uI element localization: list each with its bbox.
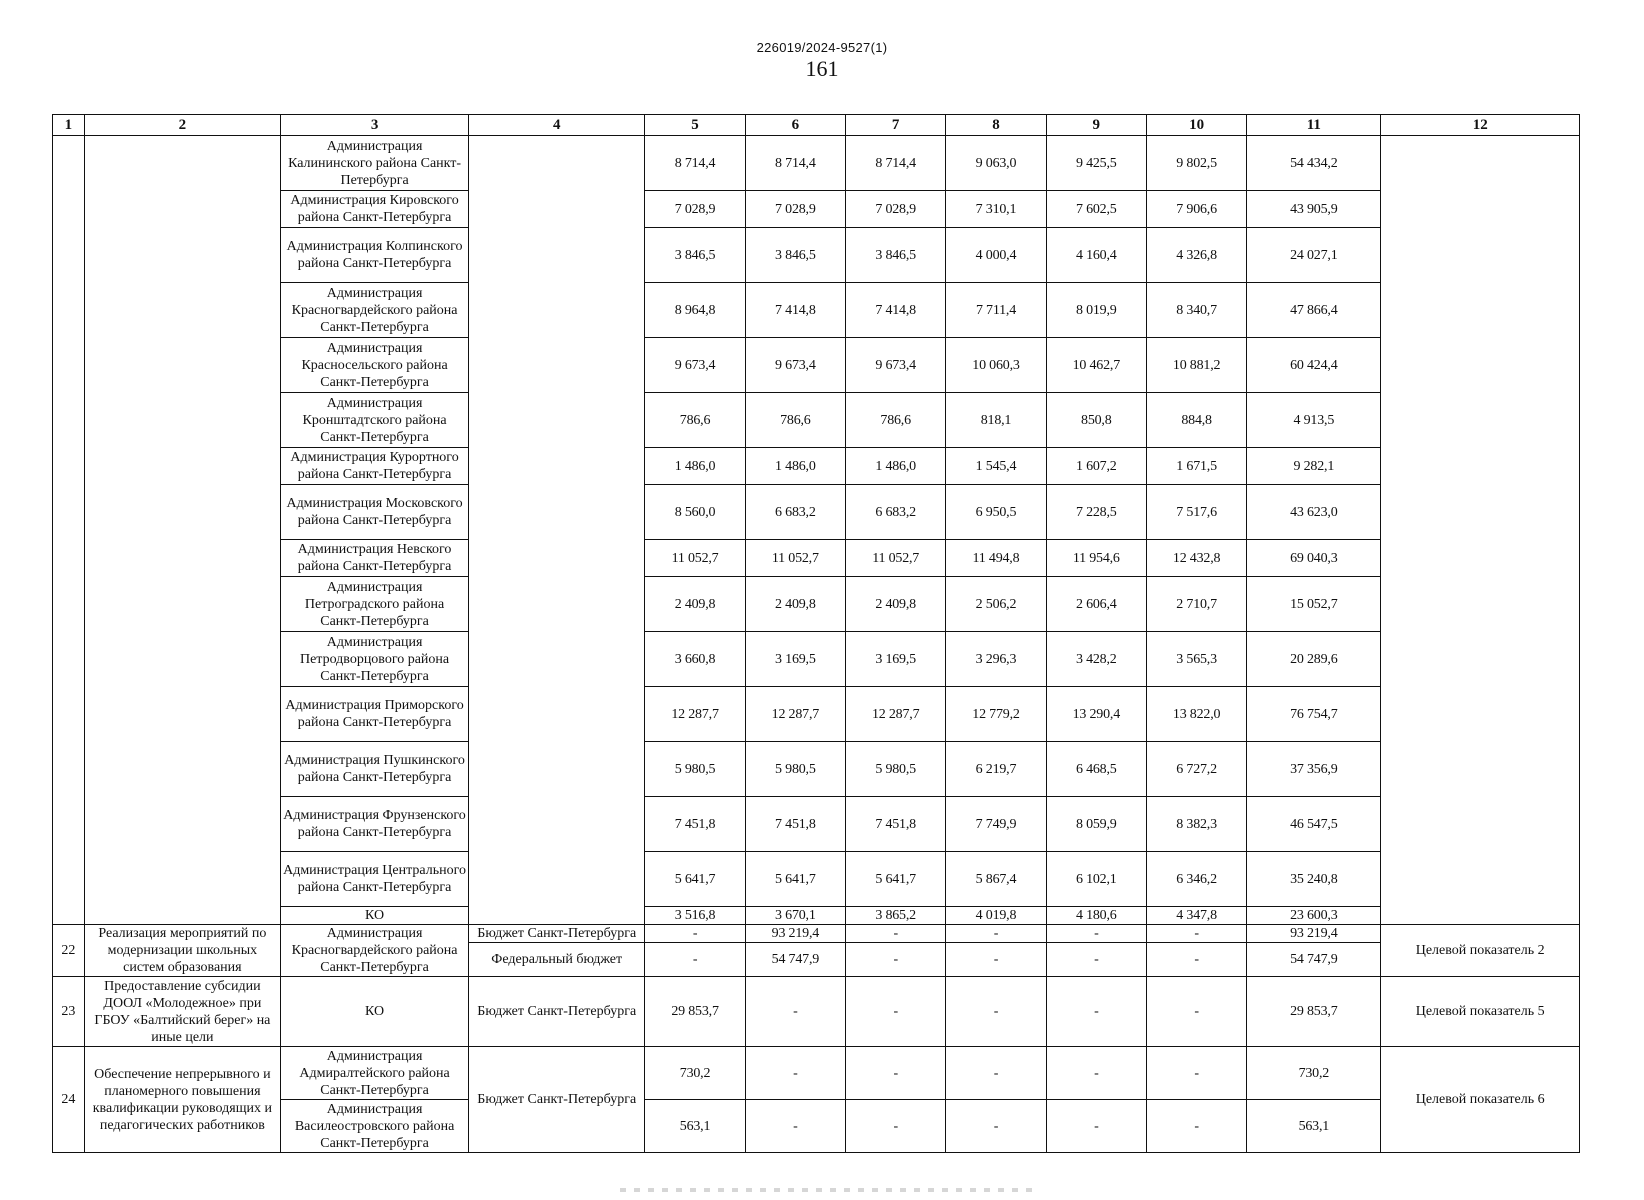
executor-cell: КО bbox=[281, 977, 469, 1047]
value-cell: 10 881,2 bbox=[1146, 338, 1246, 393]
table-row bbox=[53, 577, 1580, 632]
value-cell: 3 169,5 bbox=[846, 632, 946, 687]
value-cell: 9 673,4 bbox=[745, 338, 845, 393]
value-cell: 9 282,1 bbox=[1247, 448, 1381, 485]
value-cell: - bbox=[1046, 1047, 1146, 1100]
value-cell: 9 802,5 bbox=[1146, 136, 1246, 191]
executor-cell: Администрация Центрального района Санкт-Петербурга bbox=[281, 852, 469, 907]
value-cell: - bbox=[745, 1100, 845, 1153]
value-cell: 1 545,4 bbox=[946, 448, 1046, 485]
value-cell: 5 980,5 bbox=[745, 742, 845, 797]
value-cell: 7 906,6 bbox=[1146, 191, 1246, 228]
value-cell: 7 028,9 bbox=[846, 191, 946, 228]
value-cell: 7 711,4 bbox=[946, 283, 1046, 338]
value-cell: - bbox=[1146, 1100, 1246, 1153]
value-cell: 5 867,4 bbox=[946, 852, 1046, 907]
value-cell: 1 486,0 bbox=[745, 448, 845, 485]
value-cell: 8 714,4 bbox=[846, 136, 946, 191]
goal-cell: Целевой показатель 5 bbox=[1381, 977, 1580, 1047]
table-row bbox=[53, 393, 1580, 448]
table-row bbox=[53, 1047, 1580, 1100]
value-cell: - bbox=[946, 943, 1046, 977]
value-cell: 2 409,8 bbox=[846, 577, 946, 632]
table-row bbox=[53, 338, 1580, 393]
value-cell: 11 052,7 bbox=[745, 540, 845, 577]
column-header: 1 bbox=[53, 115, 85, 136]
value-cell: - bbox=[846, 925, 946, 943]
value-cell: 9 063,0 bbox=[946, 136, 1046, 191]
value-cell: 6 468,5 bbox=[1046, 742, 1146, 797]
value-cell: 5 980,5 bbox=[846, 742, 946, 797]
value-cell: 10 462,7 bbox=[1046, 338, 1146, 393]
value-cell: 76 754,7 bbox=[1247, 687, 1381, 742]
value-cell: 2 606,4 bbox=[1046, 577, 1146, 632]
value-cell: 786,6 bbox=[645, 393, 745, 448]
value-cell: - bbox=[1146, 943, 1246, 977]
value-cell: 8 382,3 bbox=[1146, 797, 1246, 852]
value-cell: 8 964,8 bbox=[645, 283, 745, 338]
value-cell: 6 950,5 bbox=[946, 485, 1046, 540]
value-cell: 7 228,5 bbox=[1046, 485, 1146, 540]
executor-cell: Администрация Курортного района Санкт-Петербурга bbox=[281, 448, 469, 485]
value-cell: 2 710,7 bbox=[1146, 577, 1246, 632]
value-cell: - bbox=[846, 943, 946, 977]
value-cell: 7 414,8 bbox=[846, 283, 946, 338]
value-cell: - bbox=[645, 925, 745, 943]
value-cell: 3 846,5 bbox=[745, 228, 845, 283]
executor-cell: Администрация Адмиралтейского района Санкт-Петербурга bbox=[281, 1047, 469, 1100]
value-cell: 7 451,8 bbox=[645, 797, 745, 852]
executor-cell: Администрация Петродворцового района Санкт-Петербурга bbox=[281, 632, 469, 687]
value-cell: 3 565,3 bbox=[1146, 632, 1246, 687]
executor-cell: Администрация Колпинского района Санкт-Петербурга bbox=[281, 228, 469, 283]
funding-source-cell bbox=[469, 136, 645, 925]
value-cell: 1 671,5 bbox=[1146, 448, 1246, 485]
value-cell: 7 602,5 bbox=[1046, 191, 1146, 228]
activity-cell: Предоставление субсидии ДООЛ «Молодежное» при ГБОУ «Балтийский берег» на иные цели bbox=[84, 977, 280, 1047]
value-cell: 12 779,2 bbox=[946, 687, 1046, 742]
value-cell: - bbox=[946, 1047, 1046, 1100]
table-row bbox=[53, 907, 1580, 925]
value-cell: 13 822,0 bbox=[1146, 687, 1246, 742]
value-cell: 5 980,5 bbox=[645, 742, 745, 797]
column-header: 4 bbox=[469, 115, 645, 136]
value-cell: 12 287,7 bbox=[846, 687, 946, 742]
value-cell: 9 425,5 bbox=[1046, 136, 1146, 191]
value-cell: - bbox=[1046, 943, 1146, 977]
goal-cell: Целевой показатель 2 bbox=[1381, 925, 1580, 977]
column-header: 8 bbox=[946, 115, 1046, 136]
value-cell: - bbox=[946, 925, 1046, 943]
value-cell: 3 846,5 bbox=[645, 228, 745, 283]
value-cell: 5 641,7 bbox=[645, 852, 745, 907]
funding-source-cell: Бюджет Санкт-Петербурга bbox=[469, 977, 645, 1047]
table-row bbox=[53, 228, 1580, 283]
value-cell: 8 059,9 bbox=[1046, 797, 1146, 852]
value-cell: 6 219,7 bbox=[946, 742, 1046, 797]
table-row bbox=[53, 448, 1580, 485]
executor-cell: Администрация Красногвардейского района Санкт-Петербурга bbox=[281, 925, 469, 977]
value-cell: 8 714,4 bbox=[745, 136, 845, 191]
goal-cell bbox=[1381, 136, 1580, 925]
value-cell: - bbox=[946, 977, 1046, 1047]
goal-cell: Целевой показатель 6 bbox=[1381, 1047, 1580, 1153]
value-cell: 11 954,6 bbox=[1046, 540, 1146, 577]
value-cell: 6 683,2 bbox=[745, 485, 845, 540]
value-cell: - bbox=[946, 1100, 1046, 1153]
value-cell: 60 424,4 bbox=[1247, 338, 1381, 393]
column-header: 2 bbox=[84, 115, 280, 136]
value-cell: 8 714,4 bbox=[645, 136, 745, 191]
value-cell: 563,1 bbox=[645, 1100, 745, 1153]
value-cell: - bbox=[1046, 925, 1146, 943]
value-cell: 12 287,7 bbox=[745, 687, 845, 742]
table-row bbox=[53, 977, 1580, 1047]
value-cell: 850,8 bbox=[1046, 393, 1146, 448]
budget-table bbox=[52, 114, 1580, 1153]
value-cell: 15 052,7 bbox=[1247, 577, 1381, 632]
column-header: 11 bbox=[1247, 115, 1381, 136]
value-cell: 12 432,8 bbox=[1146, 540, 1246, 577]
row-number-cell: 24 bbox=[53, 1047, 85, 1153]
table-row bbox=[53, 742, 1580, 797]
value-cell: 11 052,7 bbox=[846, 540, 946, 577]
value-cell: 730,2 bbox=[1247, 1047, 1381, 1100]
table-row bbox=[53, 797, 1580, 852]
value-cell: 47 866,4 bbox=[1247, 283, 1381, 338]
value-cell: 93 219,4 bbox=[1247, 925, 1381, 943]
executor-cell: Администрация Пушкинского района Санкт-Петербурга bbox=[281, 742, 469, 797]
value-cell: 43 905,9 bbox=[1247, 191, 1381, 228]
row-number-cell: 23 bbox=[53, 977, 85, 1047]
value-cell: - bbox=[846, 1100, 946, 1153]
value-cell: 13 290,4 bbox=[1046, 687, 1146, 742]
activity-cell: Обеспечение непрерывного и планомерного повышения квалификации руководящих и педагогических работников bbox=[84, 1047, 280, 1153]
value-cell: 8 560,0 bbox=[645, 485, 745, 540]
value-cell: 54 747,9 bbox=[745, 943, 845, 977]
executor-cell: Администрация Московского района Санкт-Петербурга bbox=[281, 485, 469, 540]
column-header: 12 bbox=[1381, 115, 1580, 136]
value-cell: 7 310,1 bbox=[946, 191, 1046, 228]
value-cell: 20 289,6 bbox=[1247, 632, 1381, 687]
value-cell: - bbox=[1146, 1047, 1246, 1100]
value-cell: 7 414,8 bbox=[745, 283, 845, 338]
value-cell: 3 660,8 bbox=[645, 632, 745, 687]
value-cell: 4 913,5 bbox=[1247, 393, 1381, 448]
value-cell: - bbox=[846, 1047, 946, 1100]
document-id: 226019/2024-9527(1) bbox=[756, 40, 888, 55]
table-row bbox=[53, 136, 1580, 191]
table-row bbox=[53, 852, 1580, 907]
activity-cell: Реализация мероприятий по модернизации школьных систем образования bbox=[84, 925, 280, 977]
value-cell: 786,6 bbox=[846, 393, 946, 448]
value-cell: 1 486,0 bbox=[645, 448, 745, 485]
value-cell: 2 409,8 bbox=[645, 577, 745, 632]
value-cell: 7 451,8 bbox=[745, 797, 845, 852]
column-header: 5 bbox=[645, 115, 745, 136]
value-cell: 4 019,8 bbox=[946, 907, 1046, 925]
value-cell: 10 060,3 bbox=[946, 338, 1046, 393]
table-row bbox=[53, 191, 1580, 228]
value-cell: - bbox=[846, 977, 946, 1047]
executor-cell: Администрация Петроградского района Санкт-Петербурга bbox=[281, 577, 469, 632]
funding-source-cell: Бюджет Санкт-Петербурга bbox=[469, 925, 645, 943]
value-cell: 6 727,2 bbox=[1146, 742, 1246, 797]
value-cell: 6 102,1 bbox=[1046, 852, 1146, 907]
value-cell: 1 607,2 bbox=[1046, 448, 1146, 485]
value-cell: 4 180,6 bbox=[1046, 907, 1146, 925]
value-cell: 43 623,0 bbox=[1247, 485, 1381, 540]
value-cell: 8 019,9 bbox=[1046, 283, 1146, 338]
value-cell: 29 853,7 bbox=[645, 977, 745, 1047]
activity-cell bbox=[84, 136, 280, 925]
column-header: 7 bbox=[846, 115, 946, 136]
value-cell: 4 347,8 bbox=[1146, 907, 1246, 925]
executor-cell: Администрация Кронштадтского района Санкт-Петербурга bbox=[281, 393, 469, 448]
value-cell: - bbox=[1146, 977, 1246, 1047]
faint-footer-line bbox=[620, 1188, 1040, 1192]
value-cell: 5 641,7 bbox=[745, 852, 845, 907]
value-cell: 8 340,7 bbox=[1146, 283, 1246, 338]
table-row bbox=[53, 283, 1580, 338]
row-number-cell: 22 bbox=[53, 925, 85, 977]
value-cell: 6 346,2 bbox=[1146, 852, 1246, 907]
value-cell: 7 451,8 bbox=[846, 797, 946, 852]
column-header: 10 bbox=[1146, 115, 1246, 136]
executor-cell: Администрация Василеостровского района Санкт-Петербурга bbox=[281, 1100, 469, 1153]
value-cell: 12 287,7 bbox=[645, 687, 745, 742]
column-header: 6 bbox=[745, 115, 845, 136]
executor-cell: Администрация Калининского района Санкт-Петербурга bbox=[281, 136, 469, 191]
table-row bbox=[53, 540, 1580, 577]
value-cell: 1 486,0 bbox=[846, 448, 946, 485]
value-cell: - bbox=[645, 943, 745, 977]
value-cell: 24 027,1 bbox=[1247, 228, 1381, 283]
value-cell: 29 853,7 bbox=[1247, 977, 1381, 1047]
value-cell: 6 683,2 bbox=[846, 485, 946, 540]
value-cell: 3 846,5 bbox=[846, 228, 946, 283]
value-cell: 786,6 bbox=[745, 393, 845, 448]
value-cell: - bbox=[1046, 1100, 1146, 1153]
value-cell: 3 865,2 bbox=[846, 907, 946, 925]
table-body bbox=[53, 136, 1580, 1153]
value-cell: 9 673,4 bbox=[645, 338, 745, 393]
value-cell: 818,1 bbox=[946, 393, 1046, 448]
executor-cell: Администрация Невского района Санкт-Петербурга bbox=[281, 540, 469, 577]
value-cell: 9 673,4 bbox=[846, 338, 946, 393]
value-cell: 54 747,9 bbox=[1247, 943, 1381, 977]
value-cell: 730,2 bbox=[645, 1047, 745, 1100]
value-cell: 69 040,3 bbox=[1247, 540, 1381, 577]
value-cell: - bbox=[745, 1047, 845, 1100]
executor-cell: Администрация Кировского района Санкт-Петербурга bbox=[281, 191, 469, 228]
value-cell: 4 160,4 bbox=[1046, 228, 1146, 283]
value-cell: 3 169,5 bbox=[745, 632, 845, 687]
value-cell: 563,1 bbox=[1247, 1100, 1381, 1153]
executor-cell: КО bbox=[281, 907, 469, 925]
value-cell: 884,8 bbox=[1146, 393, 1246, 448]
value-cell: 4 000,4 bbox=[946, 228, 1046, 283]
page-number: 161 bbox=[805, 56, 839, 81]
value-cell: - bbox=[745, 977, 845, 1047]
value-cell: 46 547,5 bbox=[1247, 797, 1381, 852]
value-cell: 93 219,4 bbox=[745, 925, 845, 943]
value-cell: 54 434,2 bbox=[1247, 136, 1381, 191]
value-cell: 35 240,8 bbox=[1247, 852, 1381, 907]
table-row bbox=[53, 1100, 1580, 1153]
value-cell: - bbox=[1046, 977, 1146, 1047]
funding-source-cell: Федеральный бюджет bbox=[469, 943, 645, 977]
value-cell: 3 428,2 bbox=[1046, 632, 1146, 687]
value-cell: 2 409,8 bbox=[745, 577, 845, 632]
value-cell: 7 749,9 bbox=[946, 797, 1046, 852]
value-cell: 2 506,2 bbox=[946, 577, 1046, 632]
value-cell: 23 600,3 bbox=[1247, 907, 1381, 925]
table-header-row bbox=[53, 115, 1580, 136]
table-row bbox=[53, 485, 1580, 540]
value-cell: 11 494,8 bbox=[946, 540, 1046, 577]
table-row bbox=[53, 632, 1580, 687]
value-cell: 7 517,6 bbox=[1146, 485, 1246, 540]
funding-source-cell: Бюджет Санкт-Петербурга bbox=[469, 1047, 645, 1153]
value-cell: 37 356,9 bbox=[1247, 742, 1381, 797]
value-cell: 5 641,7 bbox=[846, 852, 946, 907]
table-row bbox=[53, 925, 1580, 943]
executor-cell: Администрация Красногвардейского района Санкт-Петербурга bbox=[281, 283, 469, 338]
value-cell: 3 670,1 bbox=[745, 907, 845, 925]
row-number-cell bbox=[53, 136, 85, 925]
value-cell: 3 296,3 bbox=[946, 632, 1046, 687]
value-cell: 7 028,9 bbox=[645, 191, 745, 228]
value-cell: 3 516,8 bbox=[645, 907, 745, 925]
value-cell: 4 326,8 bbox=[1146, 228, 1246, 283]
executor-cell: Администрация Красносельского района Санкт-Петербурга bbox=[281, 338, 469, 393]
column-header: 3 bbox=[281, 115, 469, 136]
value-cell: 11 052,7 bbox=[645, 540, 745, 577]
value-cell: 7 028,9 bbox=[745, 191, 845, 228]
executor-cell: Администрация Фрунзенского района Санкт-Петербурга bbox=[281, 797, 469, 852]
table-row bbox=[53, 687, 1580, 742]
value-cell: - bbox=[1146, 925, 1246, 943]
executor-cell: Администрация Приморского района Санкт-Петербурга bbox=[281, 687, 469, 742]
column-header: 9 bbox=[1046, 115, 1146, 136]
